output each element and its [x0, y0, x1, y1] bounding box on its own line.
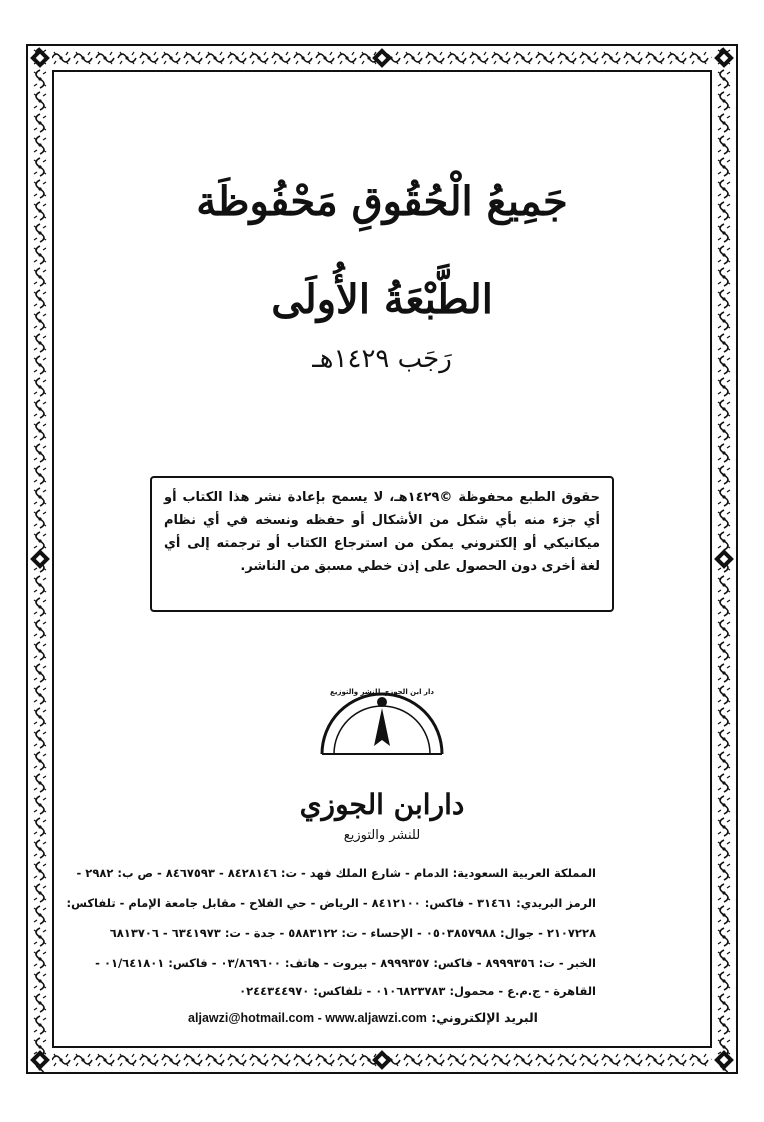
publisher-subtitle: للنشر والتوزيع [343, 828, 421, 843]
logo-emblem-icon [312, 668, 452, 760]
contact-line: ٢١٠٧٢٢٨ - جوال: ٠٥٠٣٨٥٧٩٨٨ - الإحساء - ت: ٥٨٨٣١٢٢ - جدة - ت: ٦٣٤١٩٧٣ - ٦٨١٣٧٠٦ [109, 926, 596, 940]
logo-text: دار ابن الجوزي للنشر والتوزيع [330, 688, 434, 696]
edition-title: الطَّبْعَةُ الأُولَى [271, 276, 493, 323]
edition-date: رَجَب ١٤٢٩هـ [312, 344, 452, 374]
email-line [130, 1010, 596, 1025]
contact-line: الخبر - ت: ٨٩٩٩٣٥٦ - فاكس: ٨٩٩٩٣٥٧ - بيروت - هاتف: ٠٣/٨٦٩٦٠٠ - فاكس: ٠١/٦٤١٨٠١ - [95, 956, 596, 970]
publisher-logo [312, 668, 452, 760]
email-value[interactable]: aljawzi@hotmail.com - www.aljawzi.com [188, 1011, 427, 1025]
contact-line: المملكة العربية السعودية: الدمام - شارع الملك فهد - ت: ٨٤٢٨١٤٦ - ٨٤٦٧٥٩٣ - ص ب: ٢٩٨٢ - [76, 866, 596, 880]
rights-reserved-title: جَمِيعُ الْحُقُوقِ مَحْفُوظَة [196, 178, 568, 225]
contact-line: القاهرة - ج.م.ع - محمول: ٠١٠٦٨٢٣٧٨٣ - تلفاكس: ٠٢٤٤٣٤٤٩٧٠ [239, 984, 596, 998]
email-label: البريد الإلكتروني: [431, 1010, 538, 1025]
publisher-name: دارابن الجوزي [299, 788, 465, 821]
contact-line: الرمز البريدي: ٣١٤٦١ - فاكس: ٨٤١٢١٠٠ - الرياض - حي الفلاح - مقابل جامعة الإمام - تلفاكس: [66, 896, 596, 910]
copyright-notice: حقوق الطبع محفوظة ©١٤٢٩هـ، لا يسمح بإعادة نشر هذا الكتاب أو أي جزء منه بأي شكل من الأشكال أو حفظه ونسخه في أي نظام ميكانيكي أو إلكتروني يمكن من استرجاع الكتاب أو ترجمته إلى أي لغة أخرى دون الحصول على إذن خطي مسبق من الناشر. [150, 476, 614, 612]
